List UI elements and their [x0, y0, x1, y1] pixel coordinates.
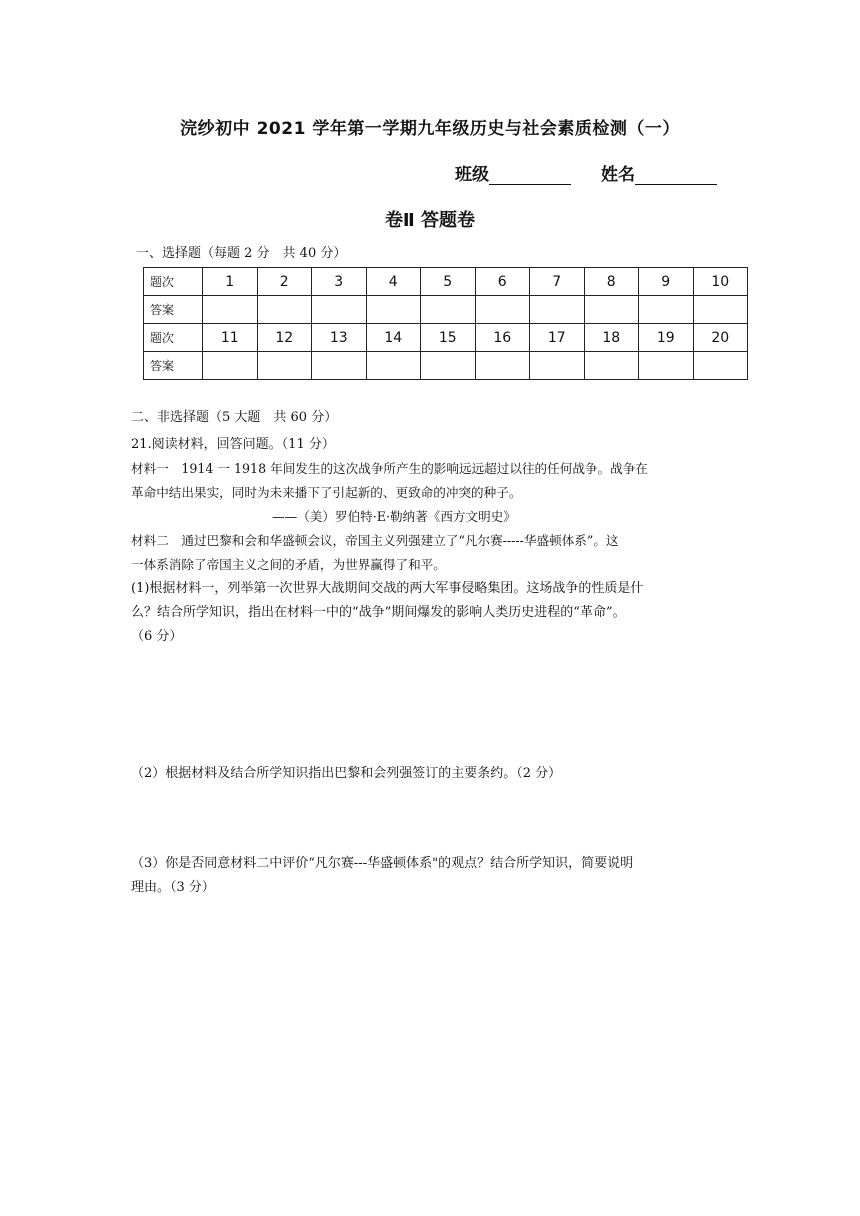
- table-row: [144, 296, 748, 324]
- name-label: 姓名: [601, 165, 635, 185]
- material1-source: ——（美）罗伯特·E·勒纳著《西方文明史》: [272, 509, 516, 524]
- question-number: 9: [639, 268, 694, 296]
- answer-cell[interactable]: [312, 296, 367, 324]
- question-number: 16: [475, 324, 530, 352]
- material-one: [131, 457, 741, 505]
- class-blank-line: [489, 168, 571, 185]
- answer-cell[interactable]: [475, 296, 530, 324]
- question-number: 12: [257, 324, 312, 352]
- answer-label: 答案: [144, 296, 203, 324]
- question-number: 5: [421, 268, 476, 296]
- answer-cell[interactable]: [530, 352, 585, 380]
- question-number: 15: [421, 324, 476, 352]
- class-label: 班级: [455, 165, 489, 185]
- material-two: [131, 529, 741, 577]
- answer-cell[interactable]: [203, 352, 258, 380]
- section1-heading: 一、选择题（每题 2 分 共 40 分）: [136, 246, 347, 261]
- answer-cell[interactable]: [639, 352, 694, 380]
- answer-label: 答案: [144, 352, 203, 380]
- sub1-line: 么？结合所学知识，指出在材料一中的“战争”期间爆发的影响人类历史进程的“革命”。: [131, 605, 626, 620]
- answer-table: [143, 267, 748, 380]
- q21-sub2: （2）根据材料及结合所学知识指出巴黎和会列强签订的主要条约。（2 分）: [131, 766, 562, 781]
- question-number: 14: [366, 324, 421, 352]
- question-number: 17: [530, 324, 585, 352]
- question-number: 4: [366, 268, 421, 296]
- answer-cell[interactable]: [639, 296, 694, 324]
- q21-sub1: [131, 577, 741, 649]
- question-number: 10: [693, 268, 748, 296]
- answer-cell[interactable]: [203, 296, 258, 324]
- question-number: 11: [203, 324, 258, 352]
- answer-cell[interactable]: [584, 352, 639, 380]
- question-number: 3: [312, 268, 367, 296]
- question-number: 2: [257, 268, 312, 296]
- question-number: 13: [312, 324, 367, 352]
- question-number: 19: [639, 324, 694, 352]
- question-number: 1: [203, 268, 258, 296]
- answer-cell[interactable]: [366, 296, 421, 324]
- sub3-line: （3）你是否同意材料二中评价“凡尔赛---华盛顿体系"的观点？结合所学知识，简要说明: [131, 856, 634, 871]
- question-number: 18: [584, 324, 639, 352]
- q21-intro: 21.阅读材料，回答问题。（11 分）: [131, 437, 335, 452]
- answer-cell[interactable]: [366, 352, 421, 380]
- answer-cell[interactable]: [312, 352, 367, 380]
- answer-cell[interactable]: [421, 352, 476, 380]
- exam-title: 浣纱初中 2021 学年第一学期九年级历史与社会素质检测（一）: [180, 119, 680, 139]
- question-number-label: 题次: [144, 324, 203, 352]
- answer-cell[interactable]: [584, 296, 639, 324]
- paper-subtitle: 卷Ⅱ 答题卷: [384, 210, 476, 231]
- question-number: 7: [530, 268, 585, 296]
- answer-cell[interactable]: [475, 352, 530, 380]
- question-number: 6: [475, 268, 530, 296]
- table-row: [144, 324, 748, 352]
- name-blank-line: [635, 168, 717, 185]
- answer-cell[interactable]: [530, 296, 585, 324]
- question-number: 8: [584, 268, 639, 296]
- material2-line: 一体系消除了帝国主义之间的矛盾，为世界赢得了和平。: [131, 557, 446, 572]
- section2-heading: 二、非选择题（5 大题 共 60 分）: [131, 410, 338, 425]
- sub1-line: （6 分）: [131, 629, 183, 644]
- table-row: [144, 352, 748, 380]
- question-number-label: 题次: [144, 268, 203, 296]
- answer-cell[interactable]: [693, 296, 748, 324]
- answer-cell[interactable]: [421, 296, 476, 324]
- sub3-line: 理由。（3 分）: [131, 880, 215, 895]
- table-row: [144, 268, 748, 296]
- q21-sub3: [131, 852, 741, 900]
- question-number: 20: [693, 324, 748, 352]
- answer-cell[interactable]: [693, 352, 748, 380]
- student-info-row: [455, 160, 717, 185]
- material1-line: 材料一 1914 一 1918 年间发生的这次战争所产生的影响远远超过以往的任何战争。战争在: [131, 461, 648, 476]
- material1-line: 革命中结出果实，同时为未来播下了引起新的、更致命的冲突的种子。: [131, 485, 522, 500]
- answer-cell[interactable]: [257, 296, 312, 324]
- material2-line: 材料二 通过巴黎和会和华盛顿会议，帝国主义列强建立了“凡尔赛-----华盛顿体系”。这: [131, 533, 619, 548]
- sub1-line: (1)根据材料一，列举第一次世界大战期间交战的两大军事侵略集团。这场战争的性质是什: [131, 581, 644, 596]
- answer-cell[interactable]: [257, 352, 312, 380]
